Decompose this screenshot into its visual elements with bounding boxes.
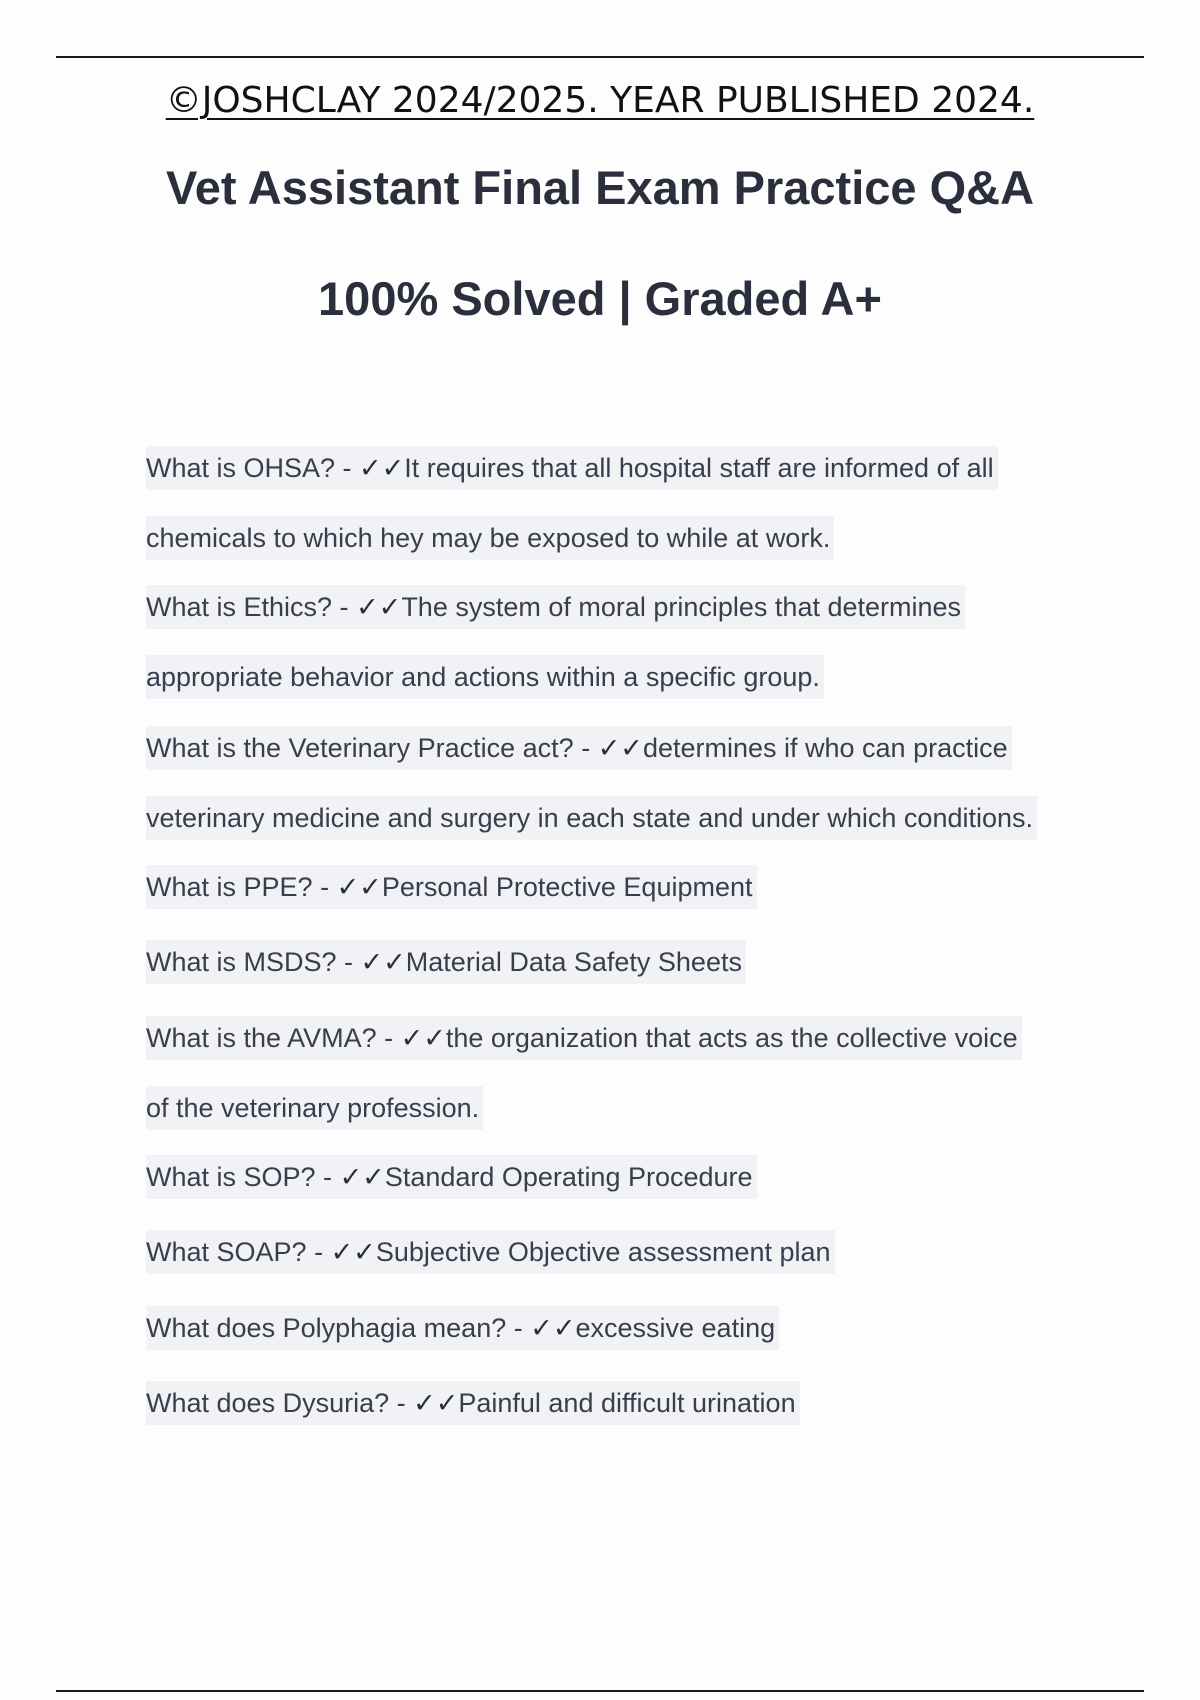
answer-text: Material Data Safety Sheets	[405, 947, 742, 977]
qa-item-ethics	[146, 585, 965, 629]
double-check-icon: ✓✓	[359, 453, 405, 483]
question-text: What SOAP? -	[146, 1237, 331, 1267]
question-text: What is the AVMA? -	[146, 1023, 401, 1053]
top-rule	[56, 56, 1144, 58]
question-text: What is OHSA? -	[146, 453, 360, 483]
qa-item-polyphagia	[146, 1306, 779, 1350]
question-text: What is PPE? -	[146, 872, 337, 902]
bottom-rule	[56, 1690, 1144, 1692]
qa-item-ohsa-continuation: chemicals to which hey may be exposed to while at work.	[146, 516, 834, 560]
question-text: What does Dysuria? -	[146, 1388, 414, 1418]
answer-text: determines if who can practice	[642, 733, 1008, 763]
answer-text: Standard Operating Procedure	[384, 1162, 753, 1192]
qa-item-sop	[146, 1155, 757, 1199]
question-text: What does Polyphagia mean? -	[146, 1313, 531, 1343]
double-check-icon: ✓✓	[413, 1388, 459, 1418]
qa-item-ethics-continuation: appropriate behavior and actions within a specific group.	[146, 655, 824, 699]
document-title: Vet Assistant Final Exam Practice Q&A	[165, 161, 1035, 214]
double-check-icon: ✓✓	[360, 947, 406, 977]
qa-item-ohsa	[146, 446, 998, 490]
question-text: What is MSDS? -	[146, 947, 361, 977]
answer-text: Painful and difficult urination	[458, 1388, 796, 1418]
double-check-icon: ✓✓	[597, 733, 643, 763]
qa-item-ppe	[146, 865, 757, 909]
double-check-icon: ✓✓	[336, 872, 382, 902]
question-text: What is SOP? -	[146, 1162, 340, 1192]
double-check-icon: ✓✓	[339, 1162, 385, 1192]
qa-item-soap	[146, 1230, 835, 1274]
question-text: What is Ethics? -	[146, 592, 357, 622]
qa-item-veterinary-practice-act	[146, 726, 1012, 770]
answer-text: It requires that all hospital staff are informed of all	[404, 453, 994, 483]
document-subtitle: 100% Solved | Graded A+	[318, 272, 882, 325]
qa-item-avma	[146, 1016, 1022, 1060]
answer-text: Subjective Objective assessment plan	[375, 1237, 831, 1267]
double-check-icon: ✓✓	[530, 1313, 576, 1343]
qa-item-msds	[146, 940, 746, 984]
qa-item-veterinary-practice-act-continuation: veterinary medicine and surgery in each state and under which conditions.	[146, 796, 1037, 840]
answer-text: excessive eating	[575, 1313, 776, 1343]
answer-text: The system of moral principles that determines	[401, 592, 962, 622]
qa-item-dysuria	[146, 1381, 800, 1425]
double-check-icon: ✓✓	[356, 592, 402, 622]
question-text: What is the Veterinary Practice act? -	[146, 733, 598, 763]
copyright-text: ©JOSHCLAY 2024/2025. YEAR PUBLISHED 2024.	[165, 80, 1035, 121]
qa-item-avma-continuation: of the veterinary profession.	[146, 1086, 483, 1130]
answer-text: the organization that acts as the collective voice	[445, 1023, 1018, 1053]
copyright-header	[0, 80, 1200, 121]
answer-text: Personal Protective Equipment	[381, 872, 753, 902]
double-check-icon: ✓✓	[330, 1237, 376, 1267]
double-check-icon: ✓✓	[400, 1023, 446, 1053]
